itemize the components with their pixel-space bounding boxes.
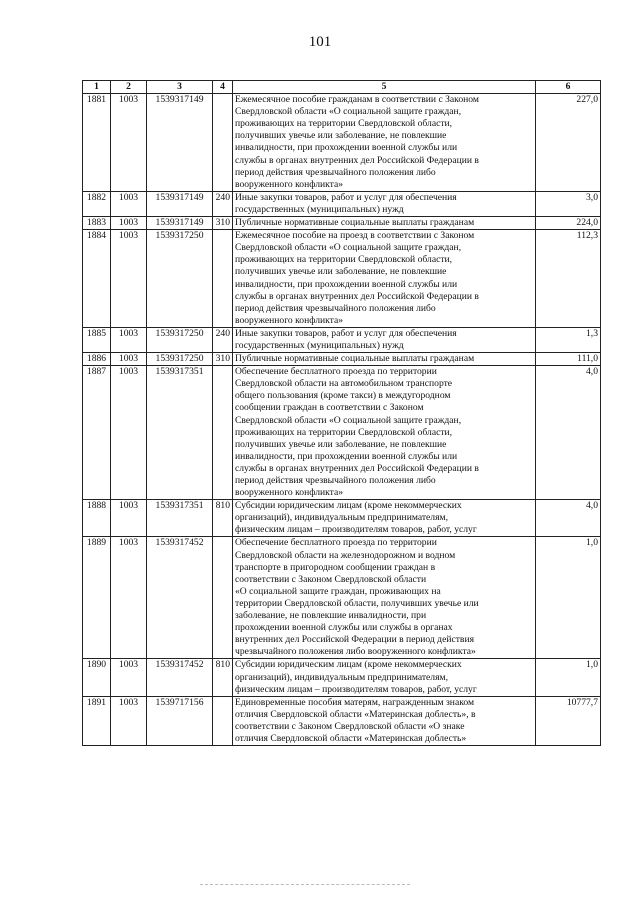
header-cell-section: 2	[111, 81, 147, 94]
cell-amount: 4,0	[536, 500, 601, 537]
cell-description: Публичные нормативные социальные выплаты гражданам	[233, 217, 536, 230]
budget-table	[82, 80, 601, 746]
cell-expense-type: 240	[213, 191, 233, 216]
header-cell-expense-type: 4	[213, 81, 233, 94]
cell-amount: 4,0	[536, 366, 601, 500]
table-row	[83, 230, 601, 328]
cell-section: 1003	[111, 696, 147, 745]
cell-target-article: 1539317351	[147, 366, 213, 500]
header-cell-description: 5	[233, 81, 536, 94]
cell-expense-type	[213, 537, 233, 659]
cell-description: Обеспечение бесплатного проезда по территории Свердловской области на автомобильном транспорте общего пользования (кроме такси) в междугородном сообщении граждан в соответствии с Законом Свердловской области «О социальной защите граждан, проживающих на территории Свердловской области, получивших увечье или заболевание, не повлекшие инвалидности, при прохождении военной службы или службы в органах внутренних дел Российской Федерации в период действия чрезвычайного положения либо вооруженного конфликта»	[233, 366, 536, 500]
cell-row-number: 1887	[83, 366, 111, 500]
cell-expense-type	[213, 230, 233, 328]
cell-expense-type	[213, 696, 233, 745]
cell-target-article: 1539317149	[147, 94, 213, 192]
table-row	[83, 353, 601, 366]
cell-row-number: 1882	[83, 191, 111, 216]
table-row	[83, 191, 601, 216]
cell-section: 1003	[111, 230, 147, 328]
cell-target-article: 1539317250	[147, 353, 213, 366]
cell-target-article: 1539317452	[147, 659, 213, 696]
cell-target-article: 1539317250	[147, 327, 213, 352]
cell-description: Единовременные пособия матерям, награжденным знаком отличия Свердловской области «Материнская доблесть», в соответствии с Законом Свердловской области «О знаке отличия Свердловской области «Материнская доблесть»	[233, 696, 536, 745]
page-number: 101	[308, 34, 332, 50]
cell-row-number: 1881	[83, 94, 111, 192]
cell-expense-type: 310	[213, 217, 233, 230]
header-row	[83, 81, 601, 94]
cell-amount: 112,3	[536, 230, 601, 328]
table-row	[83, 659, 601, 696]
cell-row-number: 1891	[83, 696, 111, 745]
cell-amount: 1,0	[536, 659, 601, 696]
cell-section: 1003	[111, 659, 147, 696]
cell-row-number: 1889	[83, 537, 111, 659]
cell-row-number: 1888	[83, 500, 111, 537]
table-row	[83, 94, 601, 192]
cell-target-article: 1539317452	[147, 537, 213, 659]
header-cell-amount: 6	[536, 81, 601, 94]
table-row	[83, 500, 601, 537]
cell-section: 1003	[111, 500, 147, 537]
header-cell-row-number: 1	[83, 81, 111, 94]
cell-expense-type	[213, 366, 233, 500]
cell-row-number: 1885	[83, 327, 111, 352]
cell-target-article: 1539317351	[147, 500, 213, 537]
cell-section: 1003	[111, 366, 147, 500]
cell-target-article: 1539317250	[147, 230, 213, 328]
cell-section: 1003	[111, 353, 147, 366]
cell-expense-type: 240	[213, 327, 233, 352]
cell-amount: 10777,7	[536, 696, 601, 745]
cell-amount: 224,0	[536, 217, 601, 230]
cell-description: Обеспечение бесплатного проезда по территории Свердловской области на железнодорожном и водном транспорте в пригородном сообщении граждан в соответствии с Законом Свердловской области «О социальной защите граждан, проживающих на территории Свердловской области, получивших увечье или заболевание, не повлекшие инвалидности, при прохождении военной службы или службы в органах внутренних дел Российской Федерации в период действия чрезвычайного положения либо вооруженного конфликта»	[233, 537, 536, 659]
table-row	[83, 537, 601, 659]
cell-amount: 1,0	[536, 537, 601, 659]
cell-row-number: 1884	[83, 230, 111, 328]
header-cell-target-article: 3	[147, 81, 213, 94]
cell-amount: 3,0	[536, 191, 601, 216]
cell-amount: 227,0	[536, 94, 601, 192]
cell-amount: 111,0	[536, 353, 601, 366]
cell-section: 1003	[111, 217, 147, 230]
cell-expense-type: 310	[213, 353, 233, 366]
cell-target-article: 1539317149	[147, 217, 213, 230]
cell-section: 1003	[111, 537, 147, 659]
cell-section: 1003	[111, 191, 147, 216]
cell-section: 1003	[111, 94, 147, 192]
cell-row-number: 1890	[83, 659, 111, 696]
cell-description: Субсидии юридическим лицам (кроме некоммерческих организаций), индивидуальным предпринимателям, физическим лицам – производителям товаров, работ, услуг	[233, 500, 536, 537]
table-row	[83, 327, 601, 352]
cell-target-article: 1539317149	[147, 191, 213, 216]
cell-amount: 1,3	[536, 327, 601, 352]
cell-description: Ежемесячное пособие на проезд в соответствии с Законом Свердловской области «О социальной защите граждан, проживающих на территории Свердловской области, получивших увечье или заболевание, не повлекшие инвалидности, при прохождении военной службы или службы в органах внутренних дел Российской Федерации в период действия чрезвычайного положения либо вооруженного конфликта»	[233, 230, 536, 328]
table-row	[83, 696, 601, 745]
cell-description: Субсидии юридическим лицам (кроме некоммерческих организаций), индивидуальным предпринимателям, физическим лицам – производителям товаров, работ, услуг	[233, 659, 536, 696]
cell-expense-type: 810	[213, 500, 233, 537]
table-row	[83, 366, 601, 500]
cell-description: Публичные нормативные социальные выплаты гражданам	[233, 353, 536, 366]
cell-row-number: 1886	[83, 353, 111, 366]
cell-expense-type: 810	[213, 659, 233, 696]
cell-description: Иные закупки товаров, работ и услуг для обеспечения государственных (муниципальных) нужд	[233, 327, 536, 352]
cell-row-number: 1883	[83, 217, 111, 230]
cell-target-article: 1539717156	[147, 696, 213, 745]
cell-description: Ежемесячное пособие гражданам в соответствии с Законом Свердловской области «О социальной защите граждан, проживающих на территории Свердловской области, получивших увечье или заболевание, не повлекшие инвалидности, при прохождении военной службы или службы в органах внутренних дел Российской Федерации в период действия чрезвычайного положения либо вооруженного конфликта»	[233, 94, 536, 192]
cell-description: Иные закупки товаров, работ и услуг для обеспечения государственных (муниципальных) нужд	[233, 191, 536, 216]
cell-section: 1003	[111, 327, 147, 352]
cell-expense-type	[213, 94, 233, 192]
table-row	[83, 217, 601, 230]
page-bottom-divider	[200, 884, 410, 885]
